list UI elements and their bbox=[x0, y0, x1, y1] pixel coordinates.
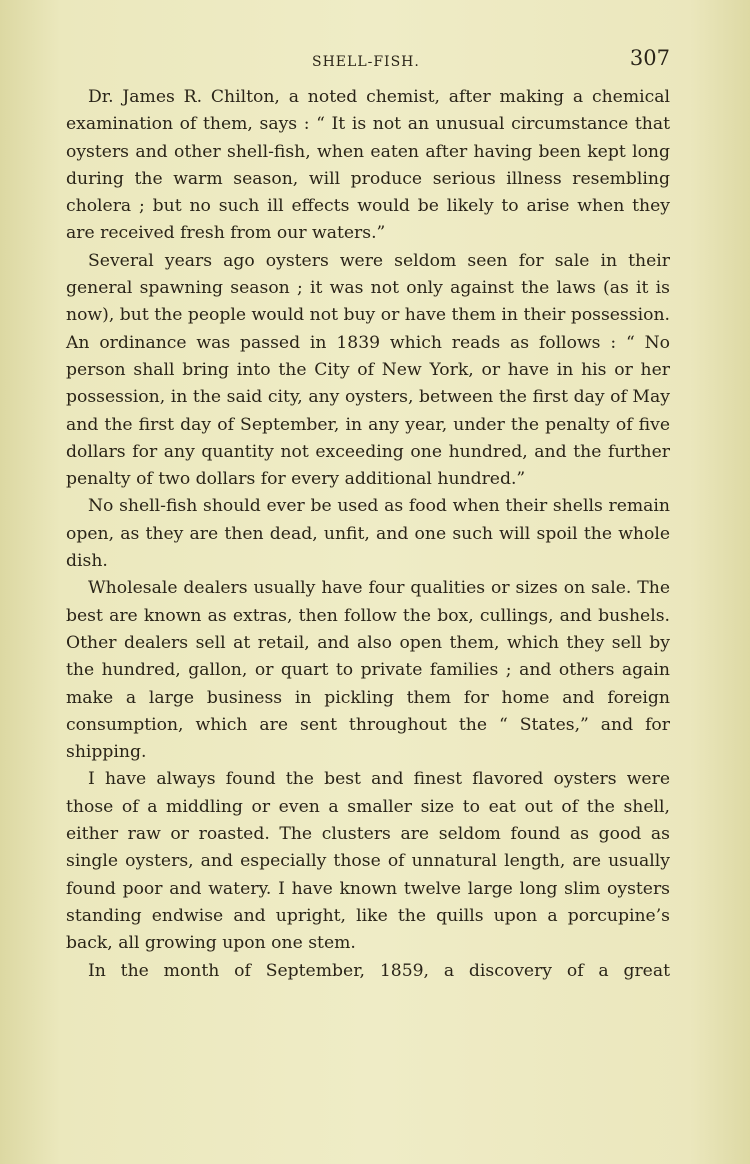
paragraph-chilton-quote: Dr. James R. Chilton, a noted chemist, after making a chemical examination of them, says : “ It is not an unusual circumstance that oysters and other shell-fish, when eaten after having been kept long during the warm season, will produce serious illness resembling cholera ; but no such ill effects would be likely to arise when they are received fresh from our waters.” bbox=[66, 87, 670, 244]
page-header bbox=[66, 46, 670, 84]
paragraph-open-shells: No shell-fish should ever be used as food when their shells remain open, as they are then dead, unfit, and one such will spoil the whole dish. bbox=[66, 496, 670, 572]
paragraph-september-discovery: In the month of September, 1859, a discovery of a great bbox=[88, 960, 670, 981]
body-text bbox=[66, 84, 670, 985]
paragraph-best-oysters: I have always found the best and finest flavored oysters were those of a middling or even a smaller size to eat out of the shell, either raw or roasted. The clusters are seldom found as good as single oysters, and especially those of unnatural length, are usually found poor and watery. I have known twelve large long slim oysters standing endwise and upright, like the quills upon a porcupine’s back, all growing upon one stem. bbox=[66, 769, 670, 954]
paragraph-wholesale-dealers: Wholesale dealers usually have four qualities or sizes on sale. The best are known as extras, then follow the box, cullings, and bushels. Other dealers sell at retail, and also open them, which they sell by the hundred, gallon, or quart to private families ; and others again make a large business in pickling them for home and foreign consumption, which are sent throughout the “ States,” and for shipping. bbox=[66, 578, 670, 763]
page-number: 307 bbox=[629, 46, 670, 70]
running-head: SHELL-FISH. bbox=[312, 54, 420, 70]
paragraph-spawning-ordinance: Several years ago oysters were seldom seen for sale in their general spawning season ; it was not only against the laws (as it is now), but the people would not buy or have them in their possession. An ordinance was passed in 1839 which reads as follows : “ No person shall bring into the City of New York, or have in his or her possession, in the said city, any oysters, between the first day of May and the first day of September, in any year, under the penalty of five dollars for any quantity not exceeding one hundred, and the further penalty of two dollars for every additional hundred.” bbox=[66, 250, 670, 490]
